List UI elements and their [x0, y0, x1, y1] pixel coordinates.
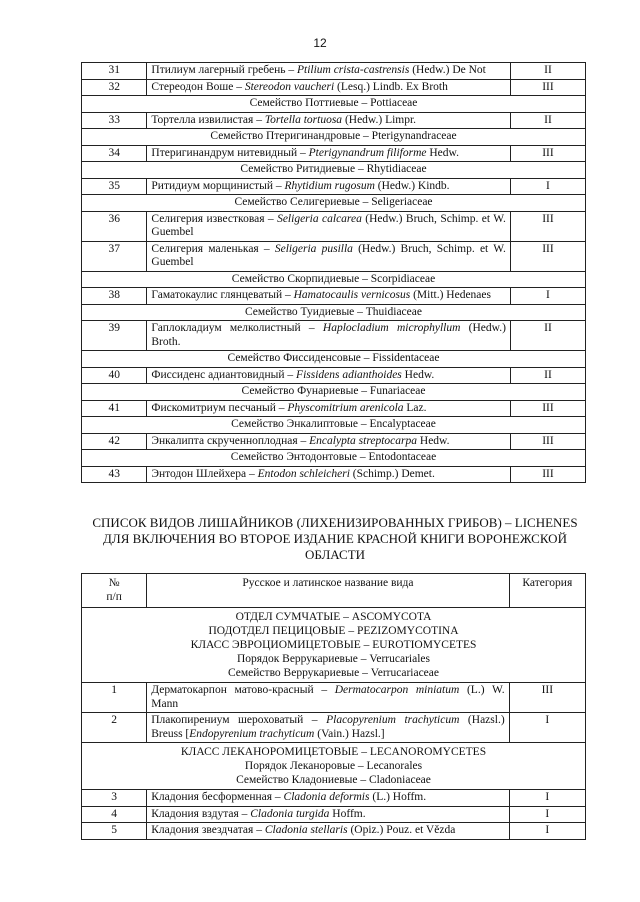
author: (Hedw.) Bruch, Schimp. et W. Guembel — [151, 242, 506, 268]
table-row — [82, 241, 586, 271]
table-row — [82, 400, 586, 417]
taxon-line: Семейство Веррукариевые – Verrucariaceae — [227, 667, 439, 679]
family-name: Семейство Энтодонтовые – Entodontaceae — [82, 450, 586, 467]
table-header-row — [82, 574, 586, 608]
taxon-group — [82, 743, 586, 790]
latin-synonym: Endopyrenium trachyticum — [189, 727, 315, 740]
taxon-line: Порядок Веррукариевые – Verrucariales — [237, 653, 430, 665]
russian-name: Кладония бесформенная – — [151, 791, 284, 803]
latin-name: Physcomitrium arenicola — [287, 401, 404, 414]
table-row — [82, 63, 586, 80]
russian-name: Птилиум лагерный гребень – — [151, 64, 297, 76]
species-name — [147, 112, 511, 129]
author: Laz. — [403, 401, 427, 414]
species-number: 2 — [82, 713, 147, 743]
latin-name: Dermatocarpon miniatum — [334, 684, 460, 696]
category: I — [509, 823, 585, 840]
category: I — [510, 288, 585, 305]
table-row — [82, 145, 586, 162]
table-row — [82, 112, 586, 129]
table-row — [82, 683, 586, 713]
family-name: Семейство Фиссиденсовые – Fissidentaceae — [82, 351, 586, 368]
russian-name: Дерматокарпон матово-красный – — [151, 684, 335, 696]
latin-name: Cladonia turgida — [250, 807, 330, 820]
category: III — [510, 145, 585, 162]
author: (Hedw.) Limpr. — [342, 113, 417, 126]
latin-name: Fissidens adianthoides — [296, 368, 402, 381]
species-name — [147, 367, 511, 384]
category: I — [509, 713, 585, 743]
family-row — [82, 195, 586, 212]
family-row — [82, 129, 586, 146]
category: II — [510, 112, 585, 129]
family-name: Семейство Скорпидиевые – Scorpidiaceae — [82, 271, 586, 288]
table-row — [82, 806, 586, 823]
russian-name: Селигерия известковая – — [151, 212, 278, 225]
species-number: 4 — [82, 806, 147, 823]
mosses-table — [81, 62, 586, 483]
species-number: 42 — [82, 433, 147, 450]
latin-name: Haplocladium microphyllum — [322, 322, 461, 334]
species-name — [147, 713, 509, 743]
russian-name: Гаплокладиум мелколистный – — [151, 322, 323, 334]
header-species-name: Русское и латинское название вида — [147, 574, 509, 608]
author: (L.) W. Mann — [151, 684, 505, 710]
category: III — [510, 466, 585, 483]
family-row — [82, 450, 586, 467]
species-name — [147, 63, 511, 80]
species-name — [147, 433, 511, 450]
latin-name: Entodon schleicheri — [257, 467, 350, 480]
species-name — [147, 683, 509, 713]
taxon-line: ПОДОТДЕЛ ПЕЦИЦОВЫЕ – PEZIZOMYCOTINA — [208, 625, 459, 637]
lichens-table-body — [82, 608, 586, 840]
latin-name: Cladonia stellaris — [264, 824, 348, 836]
author: (Lesq.) Lindb. Ex Broth — [334, 80, 448, 93]
species-number: 40 — [82, 367, 147, 384]
family-row — [82, 304, 586, 321]
category: II — [510, 367, 585, 384]
table-row — [82, 823, 586, 840]
family-row — [82, 384, 586, 401]
author: Hoffm. — [329, 807, 366, 820]
family-name: Семейство Ритидиевые – Rhytidiaceae — [82, 162, 586, 179]
category: I — [510, 178, 585, 195]
species-name — [147, 466, 511, 483]
latin-name: Rhytidium rugosum — [284, 179, 375, 192]
russian-name: Энкалипта скрученноплодная – — [151, 434, 310, 447]
author: Hedw. — [401, 368, 435, 381]
family-row — [82, 162, 586, 179]
russian-name: Селигерия маленькая – — [151, 242, 275, 255]
category: III — [509, 683, 585, 713]
latin-name: Placopyrenium trachyticum — [326, 714, 460, 726]
category: II — [510, 321, 585, 351]
section-title-line-1: СПИСОК ВИДОВ ЛИШАЙНИКОВ (ЛИХЕНИЗИРОВАННЫХ ГРИБОВ) – LICHENES — [92, 515, 578, 530]
family-row — [82, 417, 586, 434]
table-row — [82, 466, 586, 483]
latin-name: Cladonia deformis — [283, 791, 370, 803]
family-name: Семейство Туидиевые – Thuidiaceae — [82, 304, 586, 321]
author: (Hedw.) De Not — [409, 64, 486, 76]
species-number: 33 — [82, 112, 147, 129]
table-row — [82, 367, 586, 384]
section-title — [70, 515, 600, 563]
lichens-table — [81, 573, 586, 840]
species-name — [147, 806, 509, 823]
species-number: 35 — [82, 178, 147, 195]
species-number: 32 — [82, 79, 147, 96]
taxon-line: КЛАСС ЛЕКАНОРОМИЦЕТОВЫЕ – LECANOROMYCETES — [180, 746, 487, 758]
family-row — [82, 271, 586, 288]
category: III — [510, 241, 585, 271]
species-name — [147, 211, 511, 241]
latin-name: Stereodon vaucheri — [244, 80, 335, 93]
species-name — [147, 790, 509, 807]
latin-name: Hamatocaulis vernicosus — [293, 289, 411, 301]
species-number: 36 — [82, 211, 147, 241]
header-number-line-2: п/п — [106, 590, 122, 603]
category: III — [510, 211, 585, 241]
taxon-group — [82, 608, 586, 683]
family-name: Семейство Птеригинандровые – Pterigynandraceae — [82, 129, 586, 146]
species-name — [147, 178, 511, 195]
family-name: Семейство Поттиевые – Pottiaceae — [82, 96, 586, 113]
author: (Hedw.) Bruch, Schimp. et W. Guembel — [151, 212, 506, 238]
table-row — [82, 79, 586, 96]
species-number: 37 — [82, 241, 147, 271]
table-row — [82, 790, 586, 807]
family-name: Семейство Фунариевые – Funariaceae — [82, 384, 586, 401]
taxon-line: ОТДЕЛ СУМЧАТЫЕ – ASCOMYCOTA — [235, 611, 432, 623]
page-number: 12 — [313, 36, 327, 50]
species-name — [147, 400, 511, 417]
russian-name: Птеригинандрум нитевидный – — [151, 146, 309, 159]
russian-name: Фискомитриум песчаный – — [151, 401, 288, 414]
taxon-line: Семейство Кладониевые – Cladoniaceae — [236, 774, 431, 786]
taxon-line: КЛАСС ЭВРОЦИОМИЦЕТОВЫЕ – EUROTIOMYCETES — [190, 639, 477, 651]
header-category: Категория — [509, 574, 585, 608]
family-row — [82, 96, 586, 113]
author: (Mitt.) Hedenaes — [410, 289, 491, 301]
taxon-line: Порядок Леканоровые – Lecanorales — [244, 760, 423, 772]
species-name — [147, 145, 511, 162]
category: I — [509, 790, 585, 807]
table-row — [82, 713, 586, 743]
mosses-table-body — [82, 63, 586, 483]
family-row — [82, 351, 586, 368]
latin-name: Seligeria calcarea — [277, 212, 362, 225]
species-number: 34 — [82, 145, 147, 162]
header-number — [82, 574, 147, 608]
species-number: 41 — [82, 400, 147, 417]
table-row — [82, 211, 586, 241]
species-number: 1 — [82, 683, 147, 713]
author: Hedw. — [426, 146, 459, 159]
author: (Hazsl.) Breuss [ — [151, 714, 505, 740]
category: II — [510, 63, 585, 80]
author: (Schimp.) Demet. — [349, 467, 435, 480]
russian-name: Гаматокаулис глянцеватый – — [151, 289, 294, 301]
category: III — [510, 79, 585, 96]
species-name — [147, 241, 511, 271]
russian-name: Тортелла извилистая – — [151, 113, 265, 126]
species-number: 5 — [82, 823, 147, 840]
russian-name: Стереодон Воше – — [151, 80, 245, 93]
author: (Opiz.) Pouz. et Vězda — [347, 824, 456, 836]
species-number: 3 — [82, 790, 147, 807]
category: III — [510, 433, 585, 450]
latin-name: Tortella tortuosa — [264, 113, 343, 126]
author: (Hedw.) Broth. — [151, 322, 506, 348]
russian-name: Ритидиум морщинистый – — [151, 179, 285, 192]
author: (Hedw.) Kindb. — [374, 179, 450, 192]
russian-name: Плакопирениум шероховатый – — [151, 714, 327, 726]
russian-name: Энтодон Шлейхера – — [151, 467, 258, 480]
family-name: Семейство Энкалиптовые – Encalyptaceae — [82, 417, 586, 434]
header-number-line-1: № — [108, 577, 120, 589]
species-number: 31 — [82, 63, 147, 80]
family-name: Семейство Селигериевые – Seligeriaceae — [82, 195, 586, 212]
russian-name: Кладония звездчатая – — [151, 824, 265, 836]
group-row — [82, 743, 586, 790]
species-number: 43 — [82, 466, 147, 483]
latin-name: Pterigynandrum filiforme — [308, 146, 427, 159]
author: (L.) Hoffm. — [369, 791, 427, 803]
latin-name: Seligeria pusilla — [274, 242, 353, 255]
species-name — [147, 321, 511, 351]
russian-name: Кладония вздутая – — [151, 807, 251, 820]
latin-name: Ptilium crista-castrensis — [296, 64, 410, 76]
section-title-line-2: ДЛЯ ВКЛЮЧЕНИЯ ВО ВТОРОЕ ИЗДАНИЕ КРАСНОЙ КНИГИ ВОРОНЕЖСКОЙ — [103, 531, 567, 546]
russian-name: Фиссиденс адиантовидный – — [151, 368, 297, 381]
species-number: 38 — [82, 288, 147, 305]
species-name — [147, 79, 511, 96]
author: Hedw. — [417, 434, 450, 447]
table-row — [82, 178, 586, 195]
species-number: 39 — [82, 321, 147, 351]
category: III — [510, 400, 585, 417]
species-name — [147, 288, 511, 305]
species-name — [147, 823, 509, 840]
table-row — [82, 321, 586, 351]
group-row — [82, 608, 586, 683]
table-row — [82, 433, 586, 450]
synonym-author: (Vain.) Hazsl.] — [314, 727, 385, 740]
latin-name: Encalypta streptocarpa — [309, 434, 418, 447]
category: I — [509, 806, 585, 823]
section-title-line-3: ОБЛАСТИ — [304, 547, 366, 562]
table-row — [82, 288, 586, 305]
